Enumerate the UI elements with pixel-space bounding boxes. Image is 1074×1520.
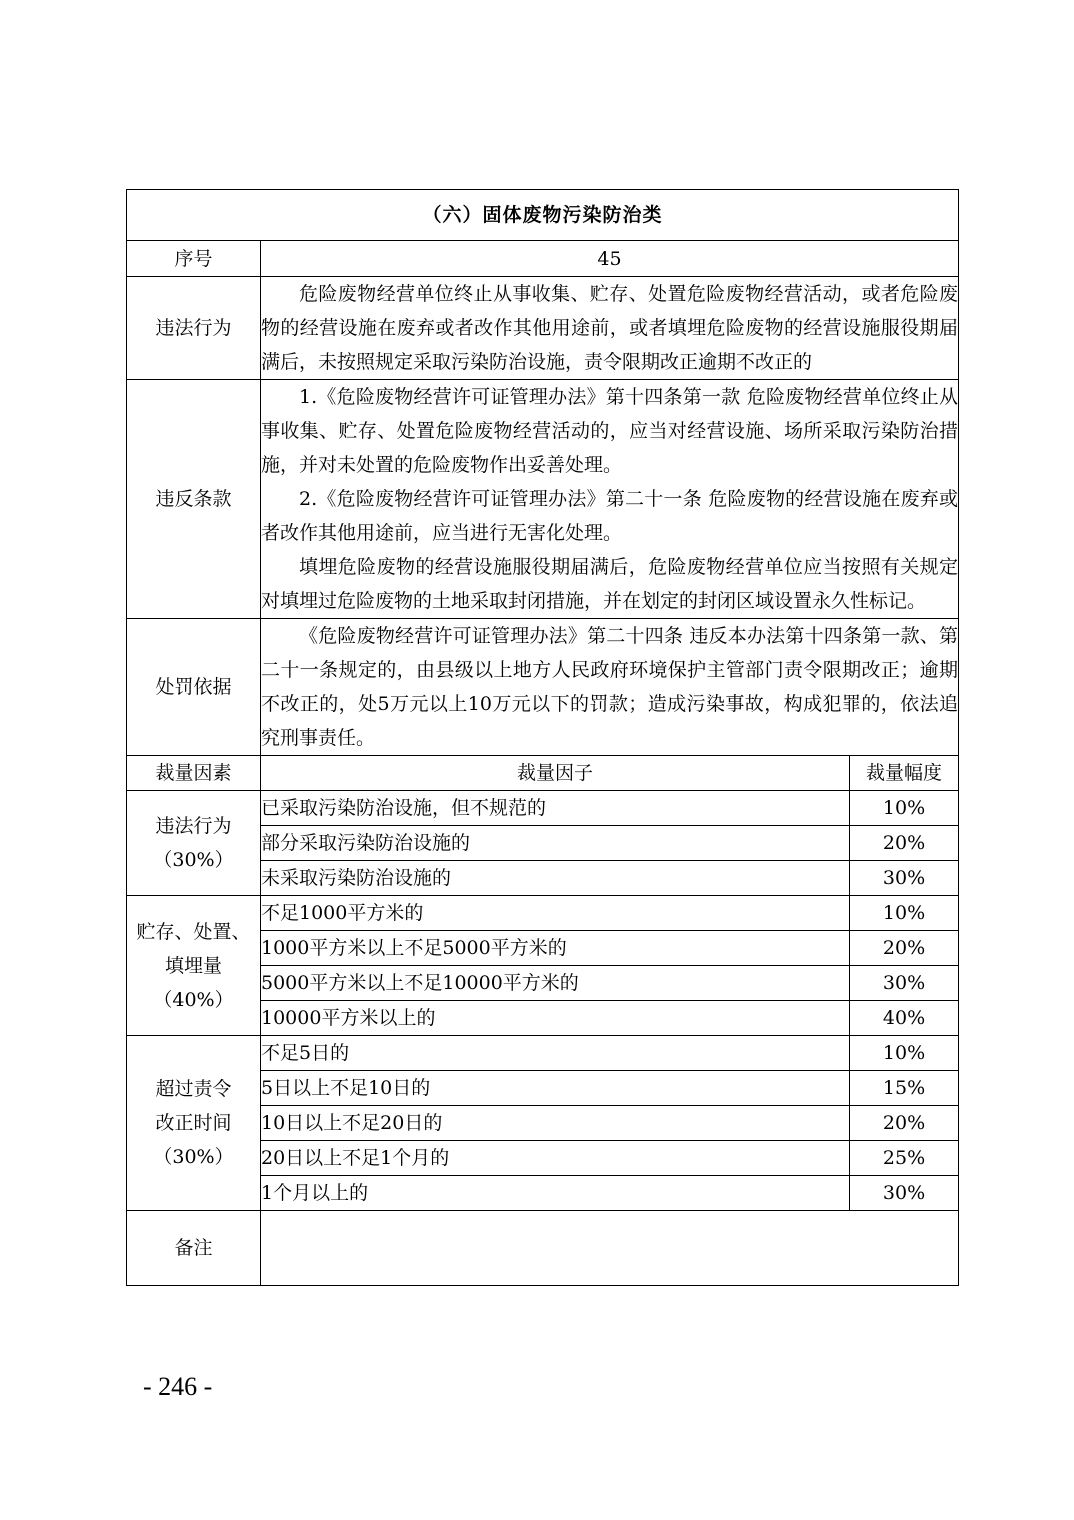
factor-pct: 10% bbox=[850, 896, 959, 931]
factor-pct: 20% bbox=[850, 826, 959, 861]
penalty-paragraph: 《危险废物经营许可证管理办法》第二十四条 违反本办法第十四条第一款、第二十一条规定的，由县级以上地方人民政府环境保护主管部门责令限期改正；逾期不改正的，处5万元以上10万元以下的罚款；造成污染事故，构成犯罪的，依法追究刑事责任。 bbox=[261, 625, 959, 749]
discretion-table bbox=[126, 189, 959, 1286]
page-number: - 246 - bbox=[143, 1372, 213, 1401]
clauses-text bbox=[261, 380, 959, 619]
factor-item: 1000平方米以上不足5000平方米的 bbox=[261, 931, 850, 966]
factor-item: 未采取污染防治设施的 bbox=[261, 861, 850, 896]
serial-value: 45 bbox=[261, 241, 959, 277]
group1-label-line: 违法行为 bbox=[155, 815, 232, 837]
clauses-label: 违反条款 bbox=[127, 380, 261, 619]
group3-label bbox=[127, 1036, 261, 1211]
header-item: 裁量因子 bbox=[261, 756, 850, 791]
group3-label-line: 改正时间 bbox=[155, 1112, 232, 1134]
factor-pct: 25% bbox=[850, 1141, 959, 1176]
factor-pct: 20% bbox=[850, 1106, 959, 1141]
factor-item: 1个月以上的 bbox=[261, 1176, 850, 1211]
factor-item: 5000平方米以上不足10000平方米的 bbox=[261, 966, 850, 1001]
header-factor: 裁量因素 bbox=[127, 756, 261, 791]
violation-text bbox=[261, 277, 959, 380]
group1-label bbox=[127, 791, 261, 896]
factor-pct: 40% bbox=[850, 1001, 959, 1036]
violation-paragraph: 危险废物经营单位终止从事收集、贮存、处置危险废物经营活动，或者危险废物的经营设施在废弃或者改作其他用途前，或者填埋危险废物的经营设施服役期届满后，未按照规定采取污染防治设施，责令限期改正逾期不改正的 bbox=[261, 283, 959, 373]
factor-pct: 10% bbox=[850, 1036, 959, 1071]
violation-label: 违法行为 bbox=[127, 277, 261, 380]
remarks-label: 备注 bbox=[127, 1211, 261, 1286]
factor-item: 不足1000平方米的 bbox=[261, 896, 850, 931]
clause-paragraph: 2.《危险废物经营许可证管理办法》第二十一条 危险废物的经营设施在废弃或者改作其他用途前，应当进行无害化处理。 bbox=[261, 488, 959, 544]
table-title: （六）固体废物污染防治类 bbox=[127, 190, 959, 241]
group2-label-line: （40%） bbox=[153, 988, 234, 1011]
factor-item: 10000平方米以上的 bbox=[261, 1001, 850, 1036]
factor-pct: 20% bbox=[850, 931, 959, 966]
factor-pct: 10% bbox=[850, 791, 959, 826]
group3-label-line: （30%） bbox=[153, 1146, 234, 1168]
group3-label-line: 超过责令 bbox=[155, 1078, 232, 1100]
group2-label bbox=[127, 896, 261, 1036]
factor-pct: 30% bbox=[850, 1176, 959, 1211]
penalty-label: 处罚依据 bbox=[127, 619, 261, 756]
factor-item: 不足5日的 bbox=[261, 1036, 850, 1071]
factor-pct: 30% bbox=[850, 966, 959, 1001]
factor-item: 5日以上不足10日的 bbox=[261, 1071, 850, 1106]
factor-pct: 15% bbox=[850, 1071, 959, 1106]
remarks-value bbox=[261, 1211, 959, 1286]
factor-pct: 30% bbox=[850, 861, 959, 896]
factor-item: 20日以上不足1个月的 bbox=[261, 1141, 850, 1176]
factor-item: 已采取污染防治设施，但不规范的 bbox=[261, 791, 850, 826]
factor-item: 部分采取污染防治设施的 bbox=[261, 826, 850, 861]
group2-label-line: 填埋量 bbox=[164, 954, 222, 977]
clause-paragraph: 填埋危险废物的经营设施服役期届满后，危险废物经营单位应当按照有关规定对填埋过危险废物的土地采取封闭措施，并在划定的封闭区域设置永久性标记。 bbox=[261, 556, 959, 612]
header-range: 裁量幅度 bbox=[850, 756, 959, 791]
clause-paragraph: 1.《危险废物经营许可证管理办法》第十四条第一款 危险废物经营单位终止从事收集、贮存、处置危险废物经营活动的，应当对经营设施、场所采取污染防治措施，并对未处置的危险废物作出妥善处理。 bbox=[261, 386, 959, 476]
group2-label-line: 贮存、处置、 bbox=[136, 920, 251, 943]
penalty-text bbox=[261, 619, 959, 756]
factor-item: 10日以上不足20日的 bbox=[261, 1106, 850, 1141]
serial-label: 序号 bbox=[127, 241, 261, 277]
group1-label-line: （30%） bbox=[153, 849, 234, 871]
